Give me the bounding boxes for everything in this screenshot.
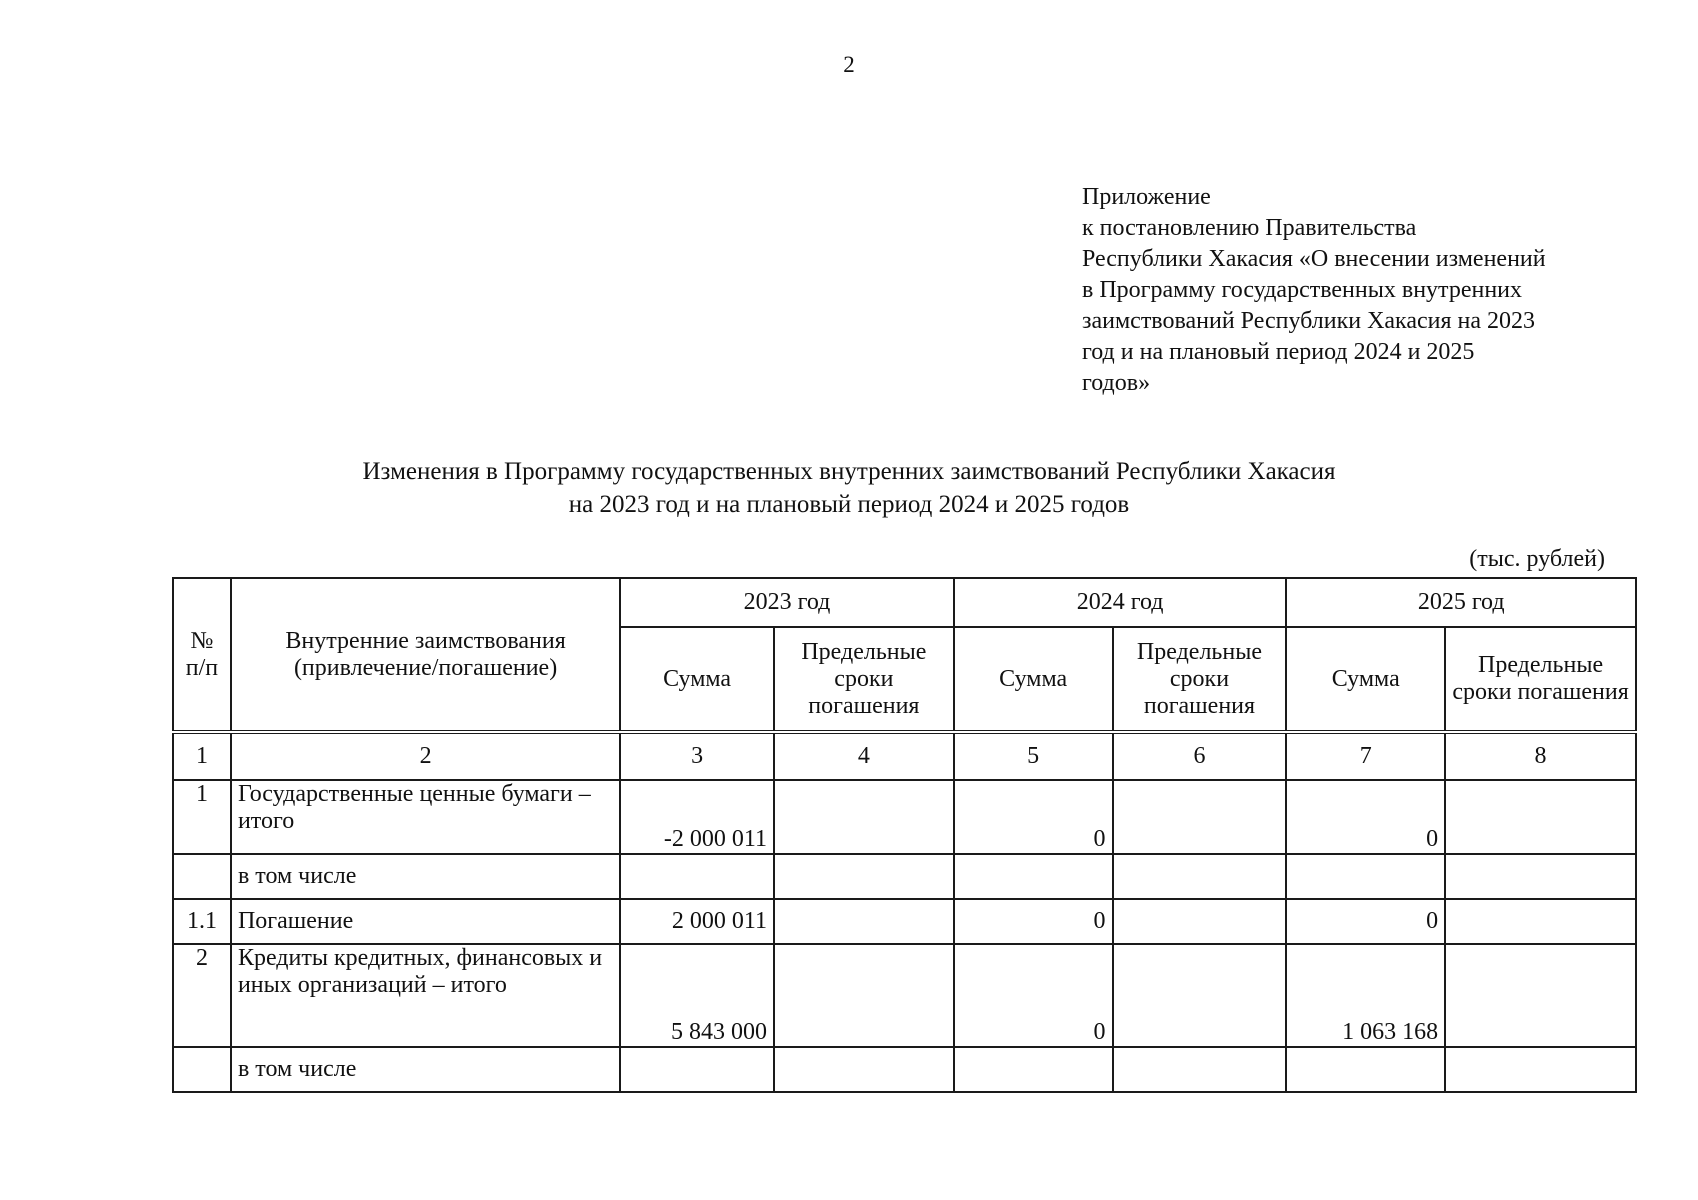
column-number: 5: [954, 732, 1113, 780]
page-number: 2: [843, 52, 855, 77]
term-2024: [1113, 1047, 1287, 1092]
appendix-line: Приложение: [1082, 184, 1211, 210]
appendix-line: к постановлению Правительства: [1082, 215, 1417, 241]
column-number: 6: [1113, 732, 1287, 780]
column-number: 8: [1445, 732, 1636, 780]
row-number: [173, 1047, 231, 1092]
amount-2025: [1286, 1047, 1445, 1092]
header-amount: Сумма: [1286, 627, 1445, 732]
term-2023: [774, 854, 954, 899]
header-amount: Сумма: [620, 627, 774, 732]
term-2025: [1445, 1047, 1636, 1092]
table-row: [173, 944, 1636, 1047]
amount-2025: 1 063 168: [1286, 944, 1445, 1047]
header-term: Предельные сроки погашения: [1445, 627, 1636, 732]
term-2025: [1445, 854, 1636, 899]
column-number: 4: [774, 732, 954, 780]
row-name: Погашение: [231, 899, 620, 944]
amount-2024: 0: [954, 780, 1113, 854]
borrowings-table: [172, 577, 1637, 1093]
row-number: 2: [173, 944, 231, 1047]
amount-2024: 0: [954, 899, 1113, 944]
units-note: (тыс. рублей): [1469, 546, 1605, 572]
amount-2023: 5 843 000: [620, 944, 774, 1047]
document-title: [0, 455, 1698, 521]
document-title-line: на 2023 год и на плановый период 2024 и 2025 годов: [568, 491, 1130, 518]
row-number: 1.1: [173, 899, 231, 944]
appendix-line: год и на плановый период 2024 и 2025: [1082, 339, 1475, 365]
term-2024: [1113, 899, 1287, 944]
header-year-2024: 2024 год: [954, 578, 1287, 627]
term-2023: [774, 944, 954, 1047]
row-number: 1: [173, 780, 231, 854]
term-2025: [1445, 944, 1636, 1047]
header-year-2023: 2023 год: [620, 578, 954, 627]
amount-2023: [620, 854, 774, 899]
header-term: Предельные сроки погашения: [774, 627, 954, 732]
amount-2024: [954, 1047, 1113, 1092]
term-2024: [1113, 854, 1287, 899]
amount-2025: 0: [1286, 899, 1445, 944]
header-year-2025: 2025 год: [1286, 578, 1636, 627]
appendix-header: [1082, 182, 1622, 399]
term-2023: [774, 899, 954, 944]
header-number: № п/п: [173, 578, 231, 732]
amount-2024: [954, 854, 1113, 899]
term-2024: [1113, 780, 1287, 854]
row-number: [173, 854, 231, 899]
row-name: в том числе: [231, 854, 620, 899]
amount-2025: [1286, 854, 1445, 899]
appendix-line: Республики Хакасия «О внесении изменений: [1082, 246, 1546, 272]
appendix-line: годов»: [1082, 370, 1151, 396]
term-2025: [1445, 780, 1636, 854]
column-numbers-row: [173, 732, 1636, 780]
column-number: 7: [1286, 732, 1445, 780]
appendix-line: в Программу государственных внутренних: [1082, 277, 1523, 303]
table-row: [173, 780, 1636, 854]
row-name: Государственные ценные бумаги – итого: [231, 780, 620, 854]
term-2023: [774, 780, 954, 854]
amount-2023: 2 000 011: [620, 899, 774, 944]
table-row: [173, 1047, 1636, 1092]
document-title-line: Изменения в Программу государственных внутренних заимствований Республики Хакасия: [362, 458, 1336, 485]
row-name: в том числе: [231, 1047, 620, 1092]
row-name: Кредиты кредитных, финансовых и иных организаций – итого: [231, 944, 620, 1047]
term-2025: [1445, 899, 1636, 944]
term-2023: [774, 1047, 954, 1092]
amount-2024: 0: [954, 944, 1113, 1047]
amount-2023: [620, 1047, 774, 1092]
table-row: [173, 854, 1636, 899]
amount-2025: 0: [1286, 780, 1445, 854]
column-number: 3: [620, 732, 774, 780]
table-row: [173, 899, 1636, 944]
header-borrowings: Внутренние заимствования (привлечение/погашение): [231, 578, 620, 732]
header-term: Предельные сроки погашения: [1113, 627, 1287, 732]
term-2024: [1113, 944, 1287, 1047]
column-number: 1: [173, 732, 231, 780]
appendix-line: заимствований Республики Хакасия на 2023: [1082, 308, 1536, 334]
amount-2023: -2 000 011: [620, 780, 774, 854]
column-number: 2: [231, 732, 620, 780]
header-amount: Сумма: [954, 627, 1113, 732]
